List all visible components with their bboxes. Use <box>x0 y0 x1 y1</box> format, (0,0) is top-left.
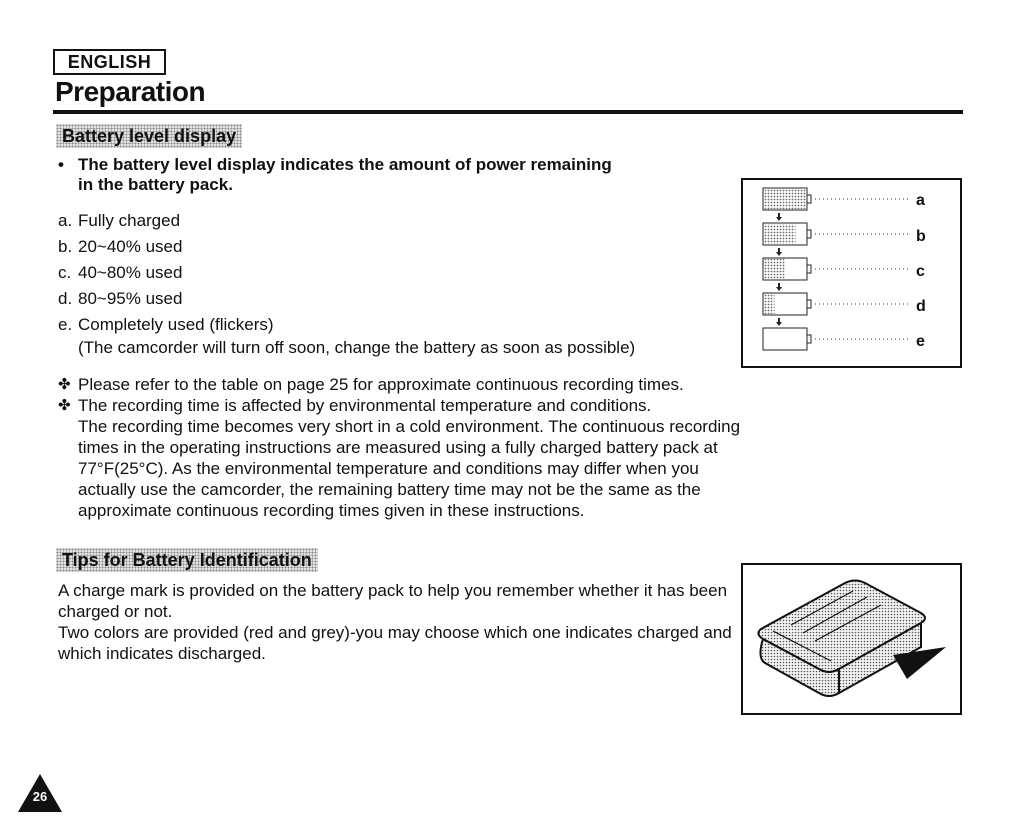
figure-label-b: b <box>916 228 926 245</box>
down-arrow-icon <box>776 318 782 326</box>
page-number-badge <box>17 772 63 814</box>
figure-label-a: a <box>916 192 925 209</box>
level-marker-c: c. <box>58 263 72 282</box>
level-text-d: 80~95% used <box>78 289 183 308</box>
title-rule <box>53 110 963 114</box>
battery-pack-illustration <box>743 565 960 713</box>
level-marker-d: d. <box>58 289 73 308</box>
battery-level-diagram <box>743 180 960 366</box>
level-text-c: 40~80% used <box>78 263 183 282</box>
note-continuation-2: times in the operating instructions are measured using a fully charged battery pack at <box>78 438 718 457</box>
battery-pack-icon <box>758 581 946 697</box>
note-1: Please refer to the table on page 25 for approximate continuous recording times. <box>78 375 684 394</box>
figure-label-c: c <box>916 263 925 280</box>
battery-level-icon-a <box>763 188 911 210</box>
battery-level-figure <box>741 178 962 368</box>
battery-level-icon-b <box>763 223 911 245</box>
level-text-e: Completely used (flickers) <box>78 315 274 334</box>
intro-line-2: in the battery pack. <box>78 175 233 194</box>
note-continuation-4: actually use the camcorder, the remaining battery time may not be the same as the <box>78 480 701 499</box>
level-marker-e: e. <box>58 315 73 334</box>
page-title: Preparation <box>55 76 206 107</box>
battery-level-icon-c <box>763 258 911 280</box>
intro-line-1: The battery level display indicates the amount of power remaining <box>78 155 612 174</box>
level-marker-a: a. <box>58 211 73 230</box>
note-clover-icon: ✤ <box>58 397 71 414</box>
down-arrow-icon <box>776 248 782 256</box>
note-continuation-1: The recording time becomes very short in a cold environment. The continuous recording <box>78 417 741 436</box>
battery-level-icon-d <box>763 293 911 315</box>
level-note: (The camcorder will turn off soon, change the battery as soon as possible) <box>78 338 636 357</box>
tips-line-2: charged or not. <box>58 602 173 621</box>
figure-label-d: d <box>916 298 926 315</box>
figure-label-e: e <box>916 333 925 350</box>
down-arrow-icon <box>776 283 782 291</box>
page-number: 26 <box>32 789 48 804</box>
note-clover-icon: ✤ <box>58 376 71 393</box>
note-continuation-5: approximate continuous recording times given in these instructions. <box>78 501 585 520</box>
tips-line-4: which indicates discharged. <box>58 644 266 663</box>
section-heading-tips: Tips for Battery Identification <box>56 548 318 572</box>
level-text-a: Fully charged <box>78 211 181 230</box>
intro-bullet: • <box>58 155 64 174</box>
level-text-b: 20~40% used <box>78 237 183 256</box>
note-continuation-3: 77°F(25°C). As the environmental temperature and conditions may differ when you <box>78 459 699 478</box>
battery-pack-figure <box>741 563 962 715</box>
battery-level-icon-e <box>763 328 911 350</box>
level-marker-b: b. <box>58 237 73 256</box>
note-2: The recording time is affected by environmental temperature and conditions. <box>78 396 652 415</box>
down-arrow-icon <box>776 213 782 221</box>
section-heading-battery-level: Battery level display <box>56 124 242 148</box>
language-tab: ENGLISH <box>53 49 166 75</box>
tips-line-3: Two colors are provided (red and grey)-you may choose which one indicates charged and <box>58 623 732 642</box>
tips-line-1: A charge mark is provided on the battery pack to help you remember whether it has been <box>58 581 728 600</box>
